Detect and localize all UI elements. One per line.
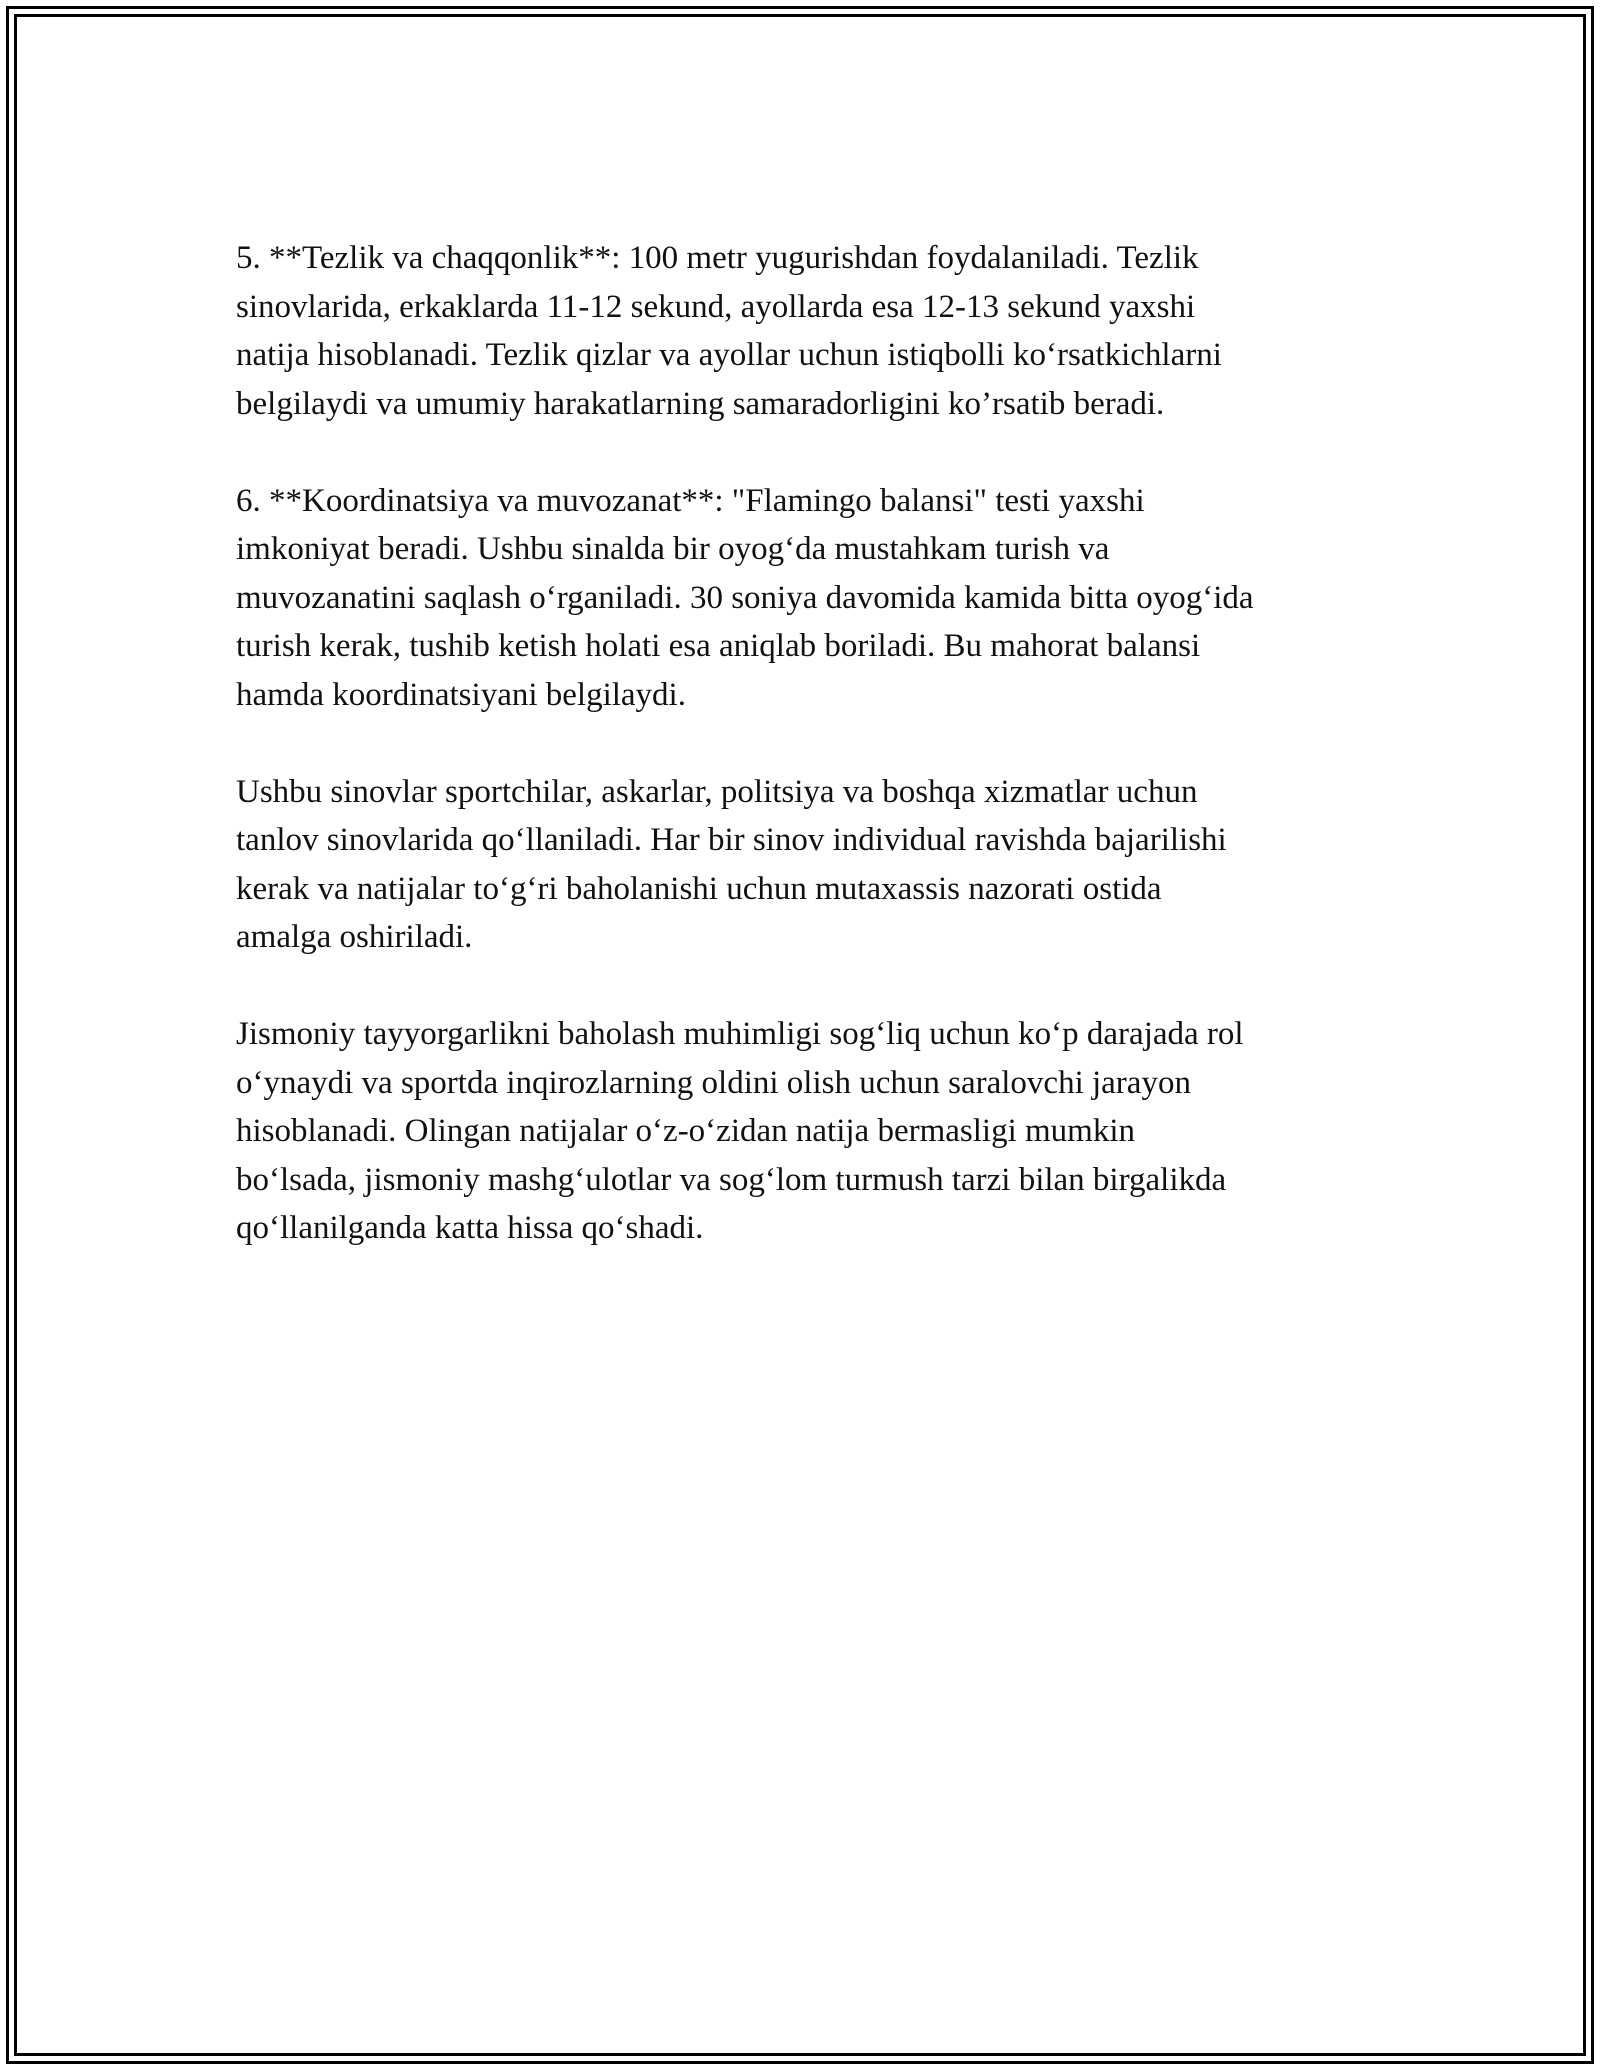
paragraph-coordination-balance: 6. **Koordinatsiya va muvozanat**: "Flamingo balansi" testi yaxshi imkoniyat beradi. Ushbu sinalda bir oyog‘da mustahkam turish va muvozanatini saqlash o‘rganiladi. 30 soniya davomida kamida bitta oyog‘ida turish kerak, tushib ketish holati esa aniqlab boriladi. Bu mahorat balansi hamda koordinatsiyani belgilaydi.	[236, 482, 1254, 713]
paragraph-speed-agility: 5. **Tezlik va chaqqonlik**: 100 metr yugurishdan foydalaniladi. Tezlik sinovlarida, erkaklarda 11-12 sekund, ayollarda esa 12-13 sekund yaxshi natija hisoblanadi. Tezlik qizlar va ayollar uchun istiqbolli ko‘rsatkichlarni belgilaydi va umumiy harakatlarning samaradorligini ko’rsatib beradi.	[236, 240, 1222, 422]
paragraph-importance: Jismoniy tayyorgarlikni baholash muhimligi sog‘liq uchun ko‘p darajada rol o‘ynaydi va sportda inqirozlarning oldini olish uchun saralovchi jarayon hisoblanadi. Olingan natijalar o‘z-o‘zidan natija bermasligi mumkin bo‘lsada, jismoniy mashg‘ulotlar va sog‘lom turmush tarzi bilan birgalikda qo‘llanilganda katta hissa qo‘shadi.	[236, 1016, 1244, 1246]
document-body	[236, 234, 1386, 1301]
paragraph-test-usage: Ushbu sinovlar sportchilar, askarlar, politsiya va boshqa xizmatlar uchun tanlov sinovlarida qo‘llaniladi. Har bir sinov individual ravishda bajarilishi kerak va natijalar to‘g‘ri baholanishi uchun mutaxassis nazorati ostida amalga oshiriladi.	[236, 773, 1227, 955]
